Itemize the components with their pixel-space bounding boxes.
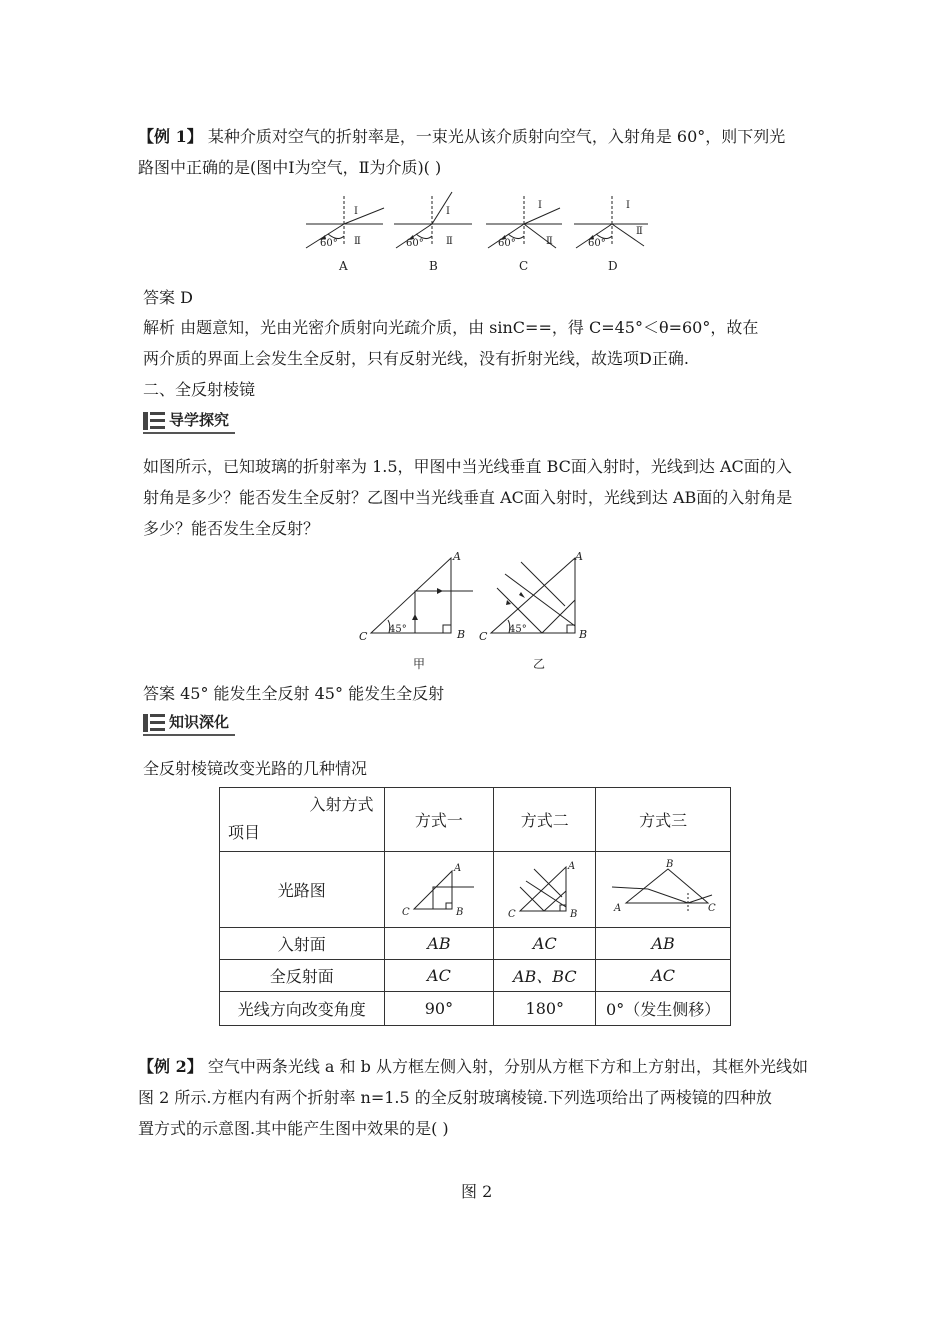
fig-yi-c: C bbox=[479, 630, 488, 643]
fig-yi-a: A bbox=[575, 550, 583, 563]
d3-c: C bbox=[708, 902, 716, 914]
angle-label-a: 60° bbox=[320, 238, 338, 249]
roman1-c: Ⅰ bbox=[538, 200, 542, 211]
guide-line3: 多少？能否发生全反射？ bbox=[143, 519, 320, 538]
table-col-1: 方式一 bbox=[384, 788, 494, 852]
section-title-total-reflection-prism: 二、全反射棱镜 bbox=[143, 380, 256, 399]
example2-text1: 空气中两条光线 a 和 b 从方框左侧入射，分别从方框下方和上方射出，其框外光线如 bbox=[207, 1057, 808, 1076]
angle-label-b: 60° bbox=[406, 238, 424, 249]
d2-b: B bbox=[569, 908, 578, 919]
cell-angle-3: 0°（发生侧移） bbox=[596, 992, 731, 1026]
table-col-2: 方式二 bbox=[494, 788, 596, 852]
row-label-incident: 入射面 bbox=[220, 928, 385, 960]
example2-line2: 图 2 所示.方框内有两个折射率 n=1.5 的全反射玻璃棱镜.下列选项给出了两棱镜的四种放 bbox=[138, 1088, 772, 1107]
roman1-b: Ⅰ bbox=[446, 206, 450, 217]
roman2-a: Ⅱ bbox=[354, 236, 361, 247]
roman1-a: Ⅰ bbox=[354, 206, 358, 217]
example1-line1 bbox=[138, 126, 785, 148]
prism-table bbox=[219, 787, 731, 1026]
corner-bottom-label: 项目 bbox=[228, 823, 261, 842]
cell-reflection-1: AC bbox=[384, 960, 494, 992]
prism-diagram-2 bbox=[500, 857, 590, 919]
prism-diagram-3 bbox=[608, 857, 718, 919]
fig-yi-angle: 45° bbox=[509, 624, 527, 635]
guide-line1: 如图所示，已知玻璃的折射率为 1.5，甲图中当光线垂直 BC面入射时，光线到达 AC面的入 bbox=[143, 457, 792, 476]
d1-c: C bbox=[401, 906, 410, 918]
table-row bbox=[220, 992, 731, 1026]
prism-diagram-1 bbox=[394, 857, 484, 919]
example1-text1: 某种介质对空气的折射率是，一束光从该介质射向空气，入射角是 60°，则下列光 bbox=[207, 127, 786, 146]
roman2-c: Ⅱ bbox=[546, 236, 553, 247]
table-row bbox=[220, 960, 731, 992]
example1-analysis-line2: 两介质的界面上会发生全反射，只有反射光线，没有折射光线，故选项D正确. bbox=[143, 349, 689, 368]
roman2-b: Ⅱ bbox=[446, 236, 453, 247]
option-label-a: A bbox=[339, 259, 348, 273]
header-bars-icon bbox=[143, 412, 165, 430]
deep-intro: 全反射棱镜改变光路的几种情况 bbox=[143, 759, 368, 778]
guide-figures bbox=[355, 548, 595, 673]
d2-c: C bbox=[507, 908, 516, 919]
table-diagram-1 bbox=[384, 852, 494, 928]
cell-incident-2: AC bbox=[494, 928, 596, 960]
table-row bbox=[220, 928, 731, 960]
table-diagram-2 bbox=[494, 852, 596, 928]
example2-line3: 置方式的示意图.其中能产生图中效果的是( ) bbox=[138, 1119, 449, 1138]
fig-jia-caption: 甲 bbox=[413, 657, 426, 671]
d3-b: B bbox=[666, 858, 674, 870]
example2-tag: 【例 2】 bbox=[138, 1057, 203, 1076]
table-col-3: 方式三 bbox=[596, 788, 731, 852]
example2-line1 bbox=[138, 1056, 808, 1078]
cell-angle-1: 90° bbox=[384, 992, 494, 1026]
roman2-d: Ⅱ bbox=[636, 226, 643, 237]
fig-jia-c: C bbox=[359, 630, 368, 643]
d1-b: B bbox=[455, 906, 464, 918]
table-row-diagram-label bbox=[220, 852, 385, 928]
fig-yi-b: B bbox=[579, 628, 588, 641]
option-label-d: D bbox=[608, 259, 618, 273]
example1-figures bbox=[298, 186, 658, 278]
example1-analysis-line1: 解析 由题意知，光由光密介质射向光疏介质，由 sinC==，得 C=45°＜θ=60°，故在 bbox=[143, 318, 759, 337]
table-diagram-3 bbox=[596, 852, 731, 928]
guide-header bbox=[143, 410, 235, 434]
row-diagram-text: 光路图 bbox=[277, 881, 326, 900]
d2-a: A bbox=[567, 860, 576, 872]
angle-label-d: 60° bbox=[588, 238, 606, 249]
figure2-caption: 图 2 bbox=[461, 1182, 493, 1201]
corner-top-label: 入射方式 bbox=[309, 795, 374, 814]
fig-yi-caption: 乙 bbox=[533, 657, 546, 671]
d1-a: A bbox=[453, 862, 462, 874]
guide-header-title: 导学探究 bbox=[169, 411, 230, 429]
example1-tag: 【例 1】 bbox=[138, 127, 203, 146]
cell-incident-3: AB bbox=[596, 928, 731, 960]
fig-jia-b: B bbox=[457, 628, 466, 641]
cell-reflection-3: AC bbox=[596, 960, 731, 992]
deep-header-title: 知识深化 bbox=[169, 713, 230, 731]
fig-jia-a: A bbox=[453, 550, 461, 563]
header-bars-icon bbox=[143, 714, 165, 732]
guide-line2: 射角是多少？能否发生全反射？乙图中当光线垂直 AC面入射时，光线到达 AB面的入射角是 bbox=[143, 488, 793, 507]
cell-angle-2: 180° bbox=[494, 992, 596, 1026]
table-row-diagram bbox=[220, 852, 731, 928]
deep-header bbox=[143, 712, 235, 736]
row-label-angle-change: 光线方向改变角度 bbox=[220, 992, 385, 1026]
example1-line2: 路图中正确的是(图中Ⅰ为空气，Ⅱ为介质)( ) bbox=[138, 158, 442, 177]
d3-a: A bbox=[614, 902, 622, 914]
example1-answer: 答案 D bbox=[143, 288, 193, 307]
option-label-b: B bbox=[429, 259, 438, 273]
fig-jia-angle: 45° bbox=[389, 624, 407, 635]
guide-answer: 答案 45° 能发生全反射 45° 能发生全反射 bbox=[143, 684, 445, 703]
cell-reflection-2: AB、BC bbox=[494, 960, 596, 992]
cell-incident-1: AB bbox=[384, 928, 494, 960]
option-label-c: C bbox=[519, 259, 529, 273]
table-header-row bbox=[220, 788, 731, 852]
angle-label-c: 60° bbox=[498, 238, 516, 249]
row-label-total-reflection: 全反射面 bbox=[220, 960, 385, 992]
roman1-d: Ⅰ bbox=[626, 200, 630, 211]
table-corner-cell bbox=[220, 788, 385, 852]
